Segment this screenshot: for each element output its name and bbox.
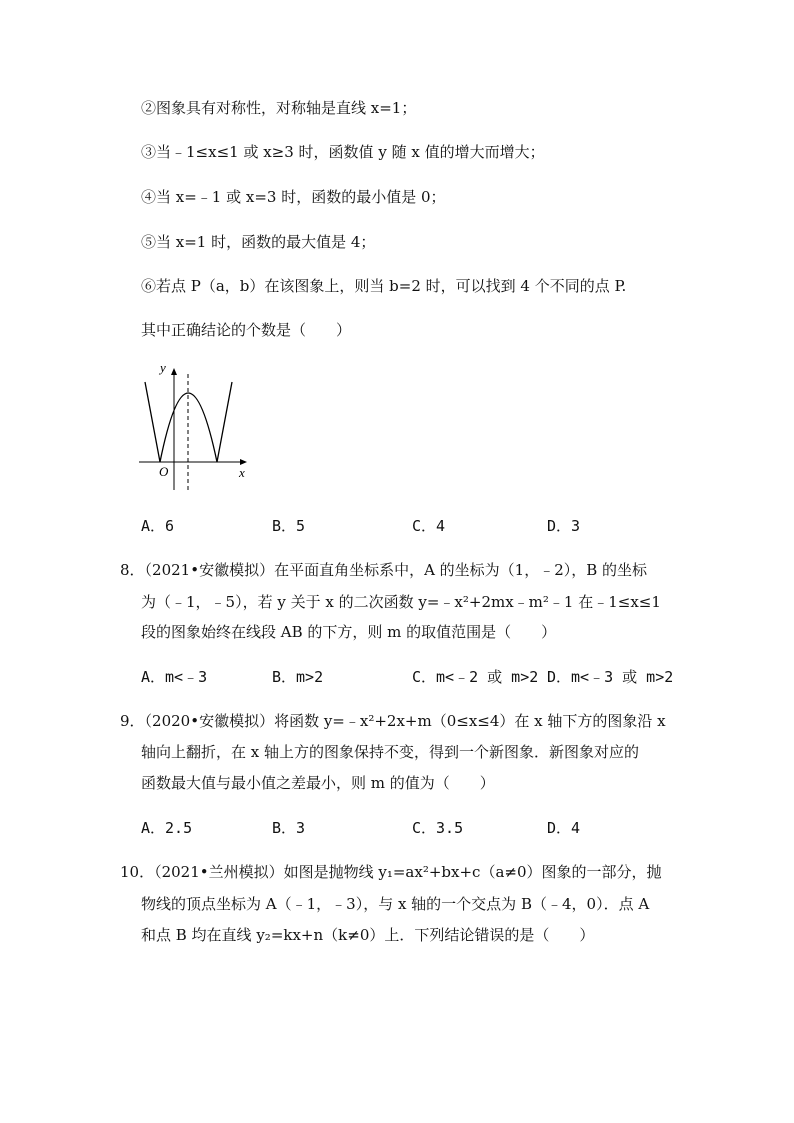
q8-option-c: C．m<﹣2 或 m>2: [412, 668, 539, 686]
q8-option-b: B．m>2: [272, 668, 324, 686]
q7-prompt: 其中正确结论的个数是（ ）: [141, 321, 352, 339]
q9-option-b: B．3: [272, 819, 306, 837]
q9-line-3: 函数最大值与最小值之差最小，则 m 的值为（ ）: [141, 774, 495, 792]
q9-option-d: D．4: [547, 819, 581, 837]
q9-line-2: 轴向上翻折，在 x 轴上方的图象保持不变，得到一个新图象．新图象对应的: [141, 743, 639, 761]
q9-line-1: 9．（2020•安徽模拟）将函数 y=﹣x²+2x+m（0≤x≤4）在 x 轴下方的图象沿 x: [120, 712, 666, 730]
statement-4: ④当 x=﹣1 或 x=3 时，函数的最小值是 0；: [141, 188, 446, 206]
q7-option-a: A．6: [141, 517, 175, 535]
statement-5: ⑤当 x=1 时，函数的最大值是 4；: [141, 233, 376, 251]
q8-line-1: 8．（2021•安徽模拟）在平面直角坐标系中，A 的坐标为（1，﹣2），B 的坐标: [120, 561, 648, 579]
q7-option-b: B．5: [272, 517, 306, 535]
x-axis-label: x: [239, 465, 245, 480]
q10-line-3: 和点 B 均在直线 y₂=kx+n（k≠0）上．下列结论错误的是（ ）: [141, 926, 595, 944]
statement-2: ②图象具有对称性，对称轴是直线 x=1；: [141, 99, 417, 117]
statement-6: ⑥若点 P（a，b）在该图象上，则当 b=2 时，可以找到 4 个不同的点 P.: [141, 277, 627, 295]
q8-line-3: 段的图象始终在线段 AB 的下方，则 m 的取值范围是（ ）: [141, 623, 557, 641]
q7-option-d: D．3: [547, 517, 581, 535]
function-curve: [145, 382, 232, 462]
q10-line-1: 10．（2021•兰州模拟）如图是抛物线 y₁=ax²+bx+c（a≠0）图象的一部分，抛: [120, 863, 662, 881]
q8-option-d: D．m<﹣3 或 m>2: [547, 668, 674, 686]
origin-label: O: [159, 464, 169, 479]
q9-option-a: A．2.5: [141, 819, 193, 837]
q8-option-a: A．m<﹣3: [141, 668, 208, 686]
q8-line-2: 为（﹣1，﹣5），若 y 关于 x 的二次函数 y=﹣x²+2mx﹣m²﹣1 在﹣1≤x≤1: [141, 593, 661, 611]
q7-option-c: C．4: [412, 517, 446, 535]
q10-line-2: 物线的顶点坐标为 A（﹣1，﹣3），与 x 轴的一个交点为 B（﹣4，0）．点 A: [141, 895, 650, 913]
function-graph-figure: [135, 360, 255, 492]
q9-option-c: C．3.5: [412, 819, 464, 837]
y-axis-label: y: [160, 360, 166, 375]
y-axis-arrow: [171, 368, 177, 375]
statement-3: ③当﹣1≤x≤1 或 x≥3 时，函数值 y 随 x 值的增大而增大；: [141, 143, 545, 161]
